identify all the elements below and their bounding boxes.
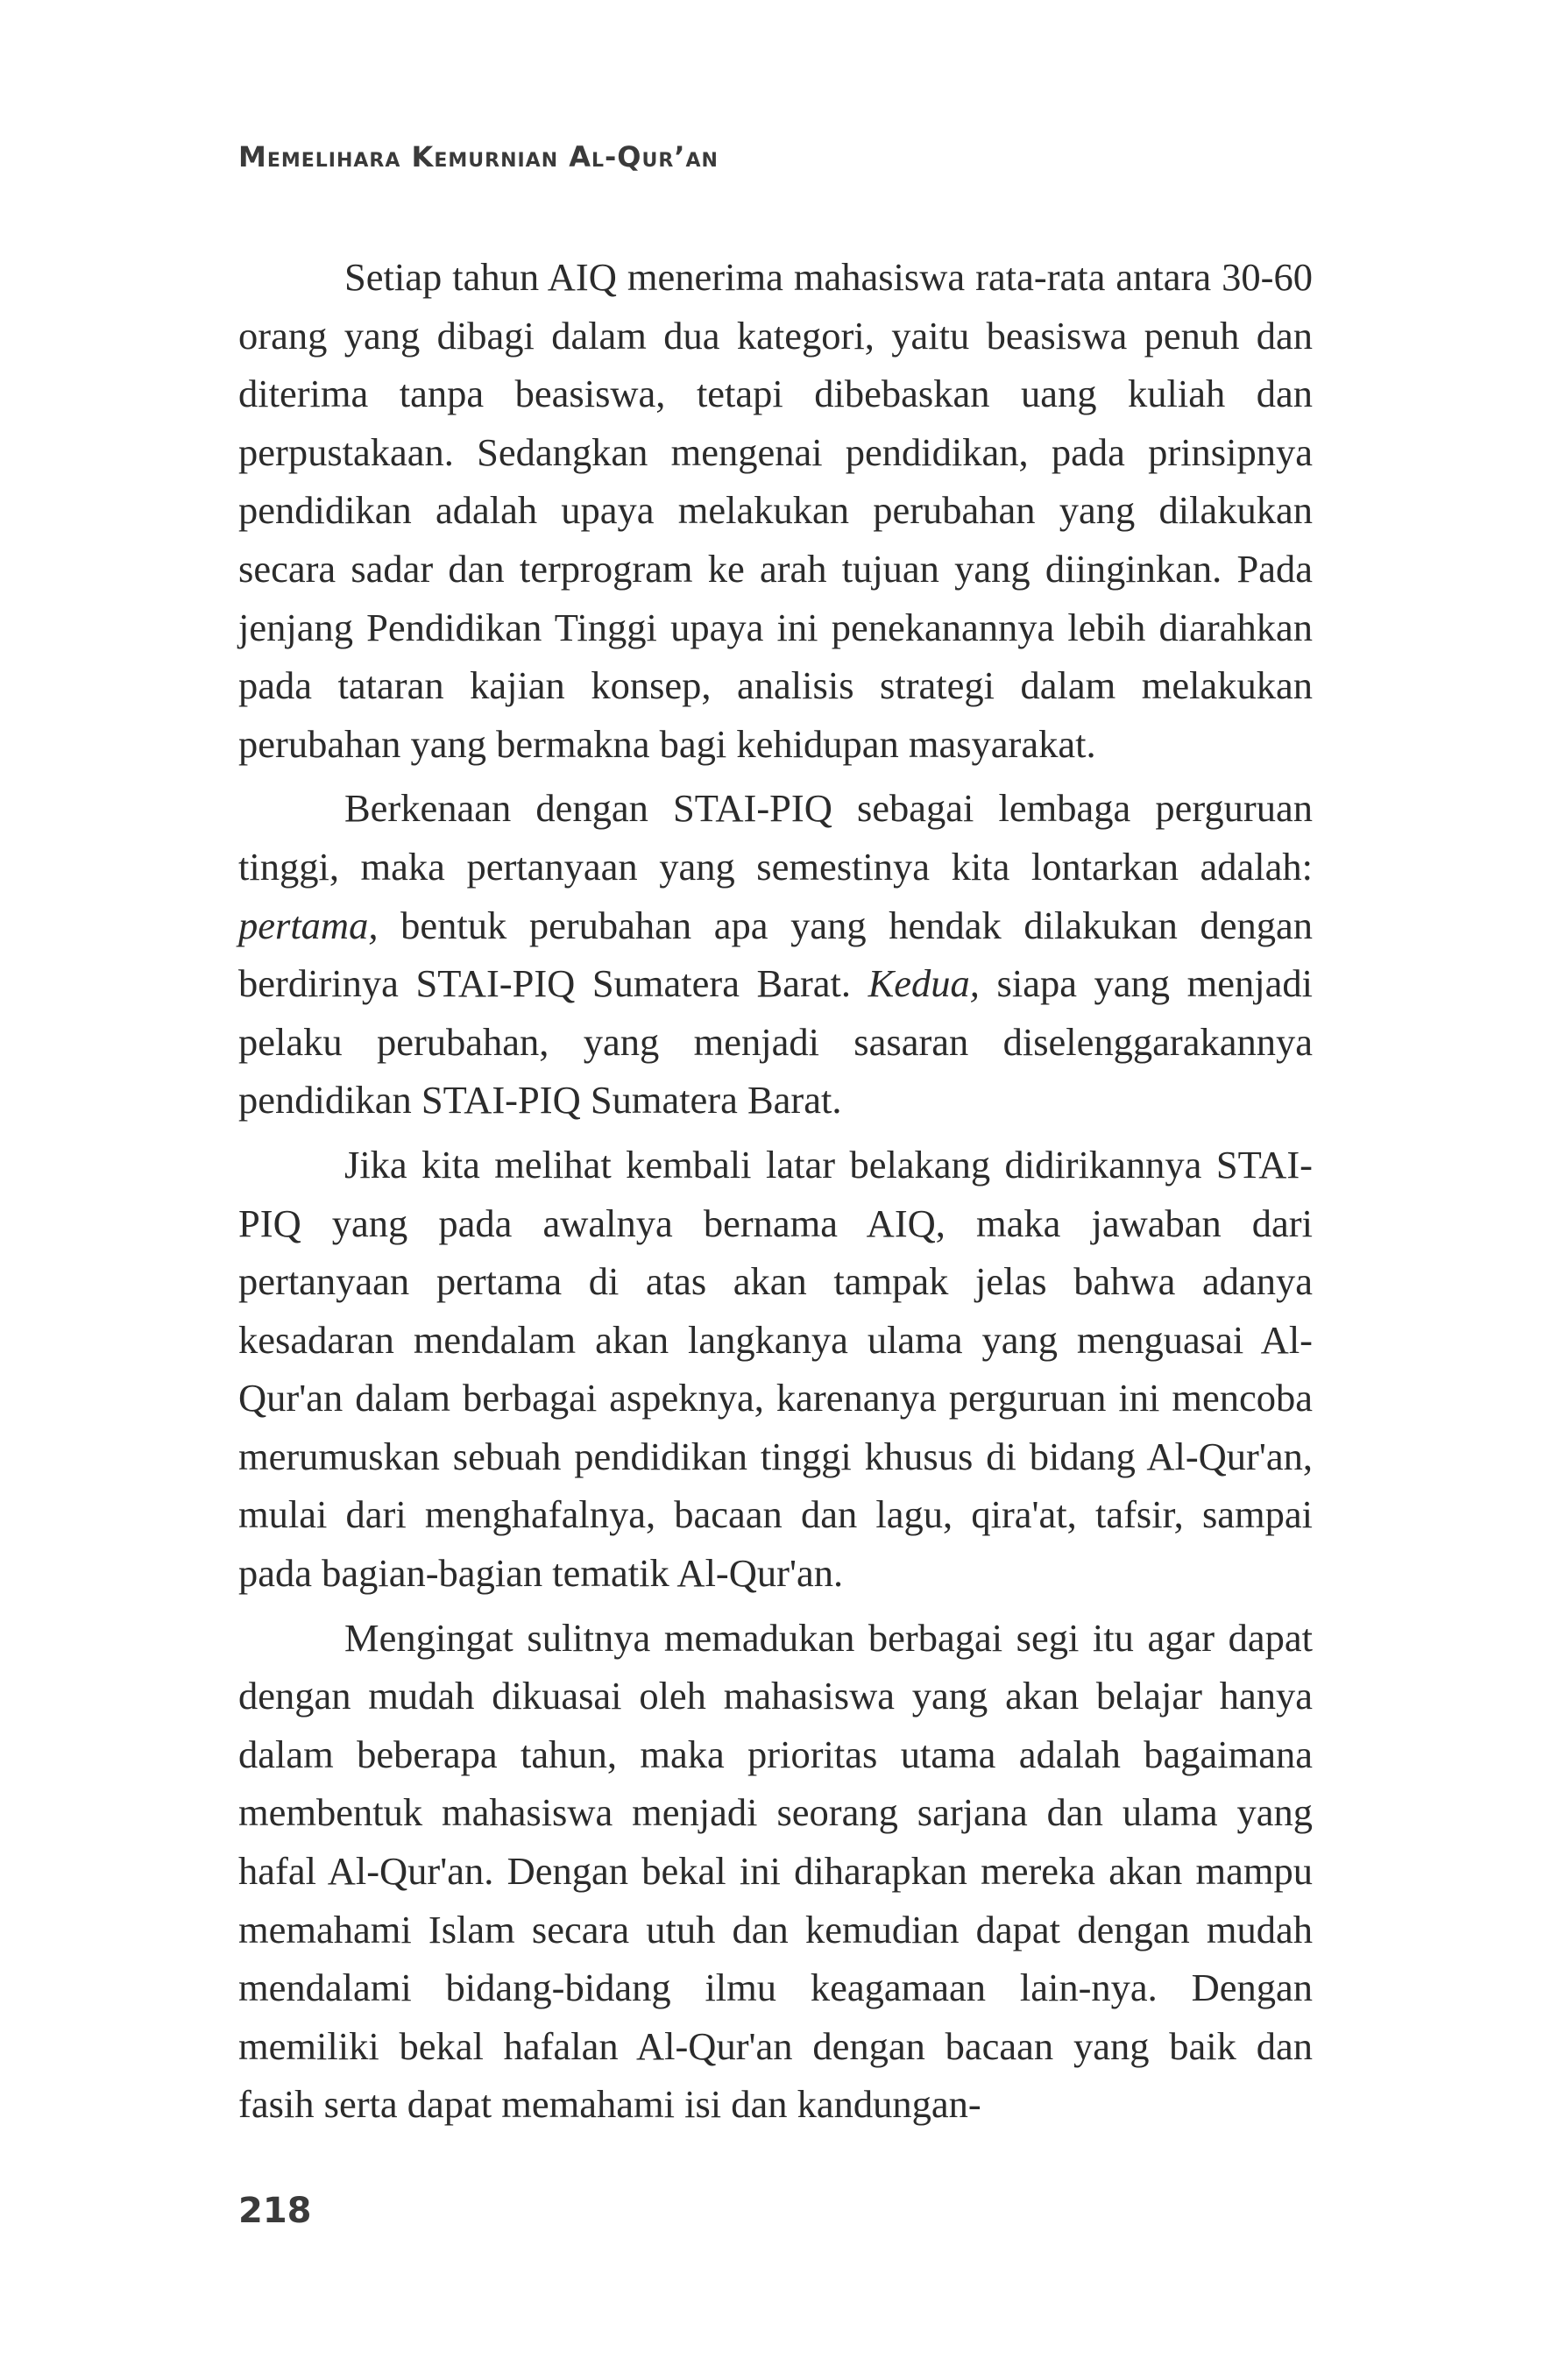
- body-text: [238, 248, 1313, 2140]
- paragraph-2-lead: Berkenaan dengan STAI-PIQ sebagai lembaga perguruan tinggi, maka pertanyaan yang semestinya kita lontarkan adalah:: [238, 786, 1313, 889]
- running-head: Memelihara Kemurnian Al-Qur’an: [238, 140, 719, 174]
- paragraph-2-tail: siapa yang menjadi pelaku perubahan, yang menjadi sasaran diselenggarakannya pendidikan STAI-PIQ Sumatera Barat.: [238, 961, 1313, 1123]
- paragraph-2-emphasis-pertama: pertama,: [238, 903, 379, 947]
- paragraph-2-mid: bentuk perubahan apa yang hendak dilakukan dengan berdirinya STAI-PIQ Sumatera Barat.: [238, 903, 1313, 1006]
- paragraph-4: Mengingat sulitnya memadukan berbagai segi itu agar dapat dengan mudah dikuasai oleh mahasiswa yang akan belajar hanya dalam beberapa tahun, maka prioritas utama adalah bagaimana membentuk mahasiswa menjadi seorang sarjana dan ulama yang hafal Al-Qur'an. Dengan bekal ini diharapkan mereka akan mampu memahami Islam secara utuh dan kemudian dapat dengan mudah mendalami bidang-bidang ilmu keagamaan lain-nya. Dengan memiliki bekal hafalan Al-Qur'an dengan bacaan yang baik dan fasih serta dapat memahami isi dan kandungan-: [238, 1615, 1313, 2127]
- paragraph-2-emphasis-kedua: Kedua,: [868, 961, 980, 1006]
- paragraph-2: [238, 779, 1313, 1130]
- paragraph-3: Jika kita melihat kembali latar belakang didirikannya STAI-PIQ yang pada awalnya bernama AIQ, maka jawaban dari pertanyaan pertama di atas akan tampak jelas bahwa adanya kesadaran mendalam akan langkanya ulama yang menguasai Al-Qur'an dalam berbagai aspeknya, karenanya perguruan ini mencoba merumuskan sebuah pendidikan tinggi khusus di bidang Al-Qur'an, mulai dari menghafalnya, bacaan dan lagu, qira'at, tafsir, sampai pada bagian-bagian tematik Al-Qur'an.: [238, 1142, 1313, 1596]
- page-number: 218: [238, 2191, 312, 2231]
- paragraph-1: Setiap tahun AIQ menerima mahasiswa rata-rata antara 30-60 orang yang dibagi dalam dua kategori, yaitu beasiswa penuh dan diterima tanpa beasiswa, tetapi dibebaskan uang kuliah dan perpustakaan. Sedangkan mengenai pendidikan, pada prinsipnya pendidikan adalah upaya melakukan perubahan yang dilakukan secara sadar dan terprogram ke arah tujuan yang diinginkan. Pada jenjang Pendidikan Tinggi upaya ini penekanannya lebih diarahkan pada tataran kajian konsep, analisis strategi dalam melakukan perubahan yang bermakna bagi kehidupan masyarakat.: [238, 255, 1313, 766]
